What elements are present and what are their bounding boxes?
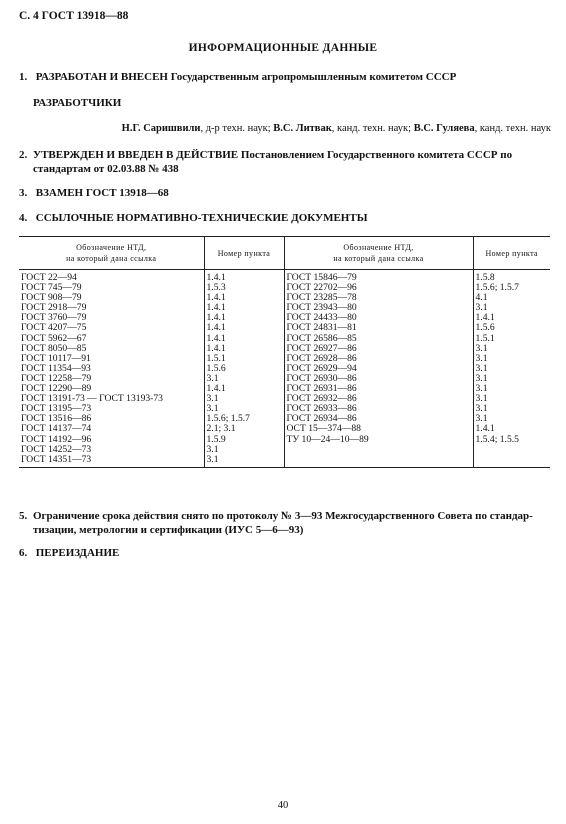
page-header: С. 4 ГОСТ 13918—88 <box>19 10 129 22</box>
item-number-cell: 3.1 <box>475 393 488 405</box>
item-text-line2: стандартам от 02.03.88 № 438 <box>33 163 179 175</box>
item-number-cell: 3.1 <box>475 352 488 364</box>
left-designation-column <box>19 270 204 468</box>
item-number: 4. <box>19 212 28 224</box>
page-title: ИНФОРМАЦИОННЫЕ ДАННЫЕ <box>188 42 378 54</box>
item-number-cell: 3.1 <box>206 443 219 455</box>
item-number-cell: 3.1 <box>475 342 488 354</box>
item-number-cell: 1.5.6; 1.5.7 <box>475 282 519 294</box>
item-number-cell: 1.4.1 <box>475 423 495 435</box>
document-designation: ГОСТ 26586—85 <box>286 332 357 344</box>
developer-degree: , д-р техн. наук; <box>200 123 274 134</box>
item-number: 3. <box>19 187 28 199</box>
item-number-cell: 1.5.6; 1.5.7 <box>206 413 250 425</box>
item-number-cell: 4.1 <box>475 292 488 304</box>
header-item-number: Номер пункта <box>204 237 284 270</box>
item-number-cell: 1.4.1 <box>206 302 226 314</box>
document-designation: ГОСТ 8050—85 <box>21 342 87 354</box>
right-item-column <box>473 270 550 468</box>
left-item-column <box>204 270 284 468</box>
item-number-cell: 1.4.1 <box>206 322 226 334</box>
item-number-cell: 1.4.1 <box>206 342 226 354</box>
header-designation: Обозначение НТД, на который дана ссылка <box>284 237 473 270</box>
right-designation-column <box>284 270 473 468</box>
page-number: 40 <box>277 800 289 811</box>
item-2 <box>19 148 550 176</box>
item-number-cell: 1.5.4; 1.5.5 <box>475 433 519 445</box>
document-designation: ГОСТ 24433—80 <box>286 312 357 324</box>
document-designation: ГОСТ 14351—73 <box>21 453 92 465</box>
document-designation: ГОСТ 745—79 <box>21 282 82 294</box>
item-number-cell: 1.4.1 <box>206 272 226 283</box>
item-number-cell: 1.5.9 <box>206 433 226 445</box>
document-designation: ГОСТ 14252—73 <box>21 443 92 455</box>
table-body-row <box>19 270 550 468</box>
document-designation: ГОСТ 4207—75 <box>21 322 87 334</box>
item-number-cell: 1.5.8 <box>475 272 495 283</box>
header-designation: Обозначение НТД, на который дана ссылка <box>19 237 204 270</box>
item-number: 2. <box>19 149 28 161</box>
developer-name: В.С. Литвак <box>273 123 332 134</box>
document-designation: ГОСТ 14192—96 <box>21 433 92 445</box>
developer-name: В.С. Гуляева <box>413 123 475 134</box>
document-designation: ГОСТ 22—94 <box>21 272 77 283</box>
document-designation: ГОСТ 908—79 <box>21 292 82 304</box>
document-designation: ГОСТ 11354—93 <box>21 362 91 374</box>
document-designation: ГОСТ 10117—91 <box>21 352 91 364</box>
item-text: ВЗАМЕН ГОСТ 13918—68 <box>35 187 169 199</box>
document-designation: ГОСТ 12290—89 <box>21 383 92 395</box>
document-designation: ГОСТ 26934—86 <box>286 413 357 425</box>
header-item-number: Номер пункта <box>473 237 550 270</box>
item-number-cell: 3.1 <box>475 372 488 384</box>
document-designation: ГОСТ 26927—86 <box>286 342 357 354</box>
document-designation: ГОСТ 24831—81 <box>286 322 357 334</box>
item-number-cell: 2.1; 3.1 <box>206 423 236 435</box>
item-number-cell: 1.4.1 <box>206 332 226 344</box>
item-number-cell: 1.5.1 <box>475 332 495 344</box>
item-number: 6. <box>19 547 28 559</box>
document-designation: ГОСТ 13191-73 — ГОСТ 13193-73 <box>21 393 163 405</box>
document-designation: ГОСТ 15846—79 <box>286 272 357 283</box>
item-number-cell: 1.4.1 <box>206 292 226 304</box>
document-designation: ГОСТ 26930—86 <box>286 372 357 384</box>
developers-list <box>122 122 551 136</box>
document-designation: ГОСТ 23285—78 <box>286 292 357 304</box>
item-number-cell: 3.1 <box>206 453 219 465</box>
item-4 <box>19 211 368 225</box>
item-number-cell: 3.1 <box>475 362 488 374</box>
document-designation: ГОСТ 5962—67 <box>21 332 87 344</box>
reference-documents-table <box>19 236 550 468</box>
item-text-line2: тизации, метрологии и сертификации (ИУС 5—6—93) <box>33 524 304 536</box>
item-number-cell: 1.4.1 <box>475 312 495 324</box>
item-number: 5. <box>19 510 28 522</box>
item-number-cell: 1.4.1 <box>206 312 226 324</box>
item-6 <box>19 546 119 560</box>
document-designation: ГОСТ 2918—79 <box>21 302 87 314</box>
item-number-cell: 3.1 <box>206 393 219 405</box>
developers-heading: РАЗРАБОТЧИКИ <box>33 97 122 109</box>
item-5 <box>19 509 550 537</box>
item-3 <box>19 186 169 200</box>
document-designation: ОСТ 15—374—88 <box>286 423 361 435</box>
document-designation: ГОСТ 26933—86 <box>286 403 357 415</box>
item-text-line1: Ограничение срока действия снято по протоколу № 3—93 Межгосударственного Совета по стандар- <box>33 510 533 522</box>
item-number-cell: 1.5.6 <box>475 322 495 334</box>
item-text: РАЗРАБОТАН И ВНЕСЕН Государственным агропромышленным комитетом СССР <box>35 71 457 83</box>
document-designation: ГОСТ 26931—86 <box>286 383 357 395</box>
document-designation: ГОСТ 13195—73 <box>21 403 92 415</box>
document-designation: ТУ 10—24—10—89 <box>286 433 369 445</box>
item-text: ССЫЛОЧНЫЕ НОРМАТИВНО-ТЕХНИЧЕСКИЕ ДОКУМЕНТЫ <box>35 212 368 224</box>
document-designation: ГОСТ 22702—96 <box>286 282 357 294</box>
item-number-cell: 3.1 <box>206 403 219 415</box>
item-number-cell: 3.1 <box>206 372 219 384</box>
developer-degree: , канд. техн. наук <box>474 123 551 134</box>
document-designation: ГОСТ 26932—86 <box>286 393 357 405</box>
developer-degree: , канд. техн. наук; <box>331 123 414 134</box>
document-designation: ГОСТ 14137—74 <box>21 423 92 435</box>
document-designation: ГОСТ 23943—80 <box>286 302 357 314</box>
item-number-cell: 3.1 <box>475 383 488 395</box>
item-number-cell: 1.5.1 <box>206 352 226 364</box>
document-designation: ГОСТ 3760—79 <box>21 312 87 324</box>
item-number-cell: 1.5.3 <box>206 282 226 294</box>
item-1 <box>19 70 456 84</box>
document-designation: ГОСТ 26928—86 <box>286 352 357 364</box>
item-number-cell: 3.1 <box>475 413 488 425</box>
document-designation: ГОСТ 26929—94 <box>286 362 357 374</box>
item-number-cell: 1.4.1 <box>206 383 226 395</box>
developer-name: Н.Г. Саришвили <box>121 123 201 134</box>
document-designation: ГОСТ 13516—86 <box>21 413 92 425</box>
item-number-cell: 3.1 <box>475 403 488 415</box>
item-number-cell: 1.5.6 <box>206 362 226 374</box>
table-header-row <box>19 237 550 270</box>
item-text-line1: УТВЕРЖДЕН И ВВЕДЕН В ДЕЙСТВИЕ Постановлением Государственного комитета СССР по <box>33 149 513 161</box>
document-designation: ГОСТ 12258—79 <box>21 372 92 384</box>
item-number-cell: 3.1 <box>475 302 488 314</box>
item-number: 1. <box>19 71 28 83</box>
item-text: ПЕРЕИЗДАНИЕ <box>35 547 120 559</box>
